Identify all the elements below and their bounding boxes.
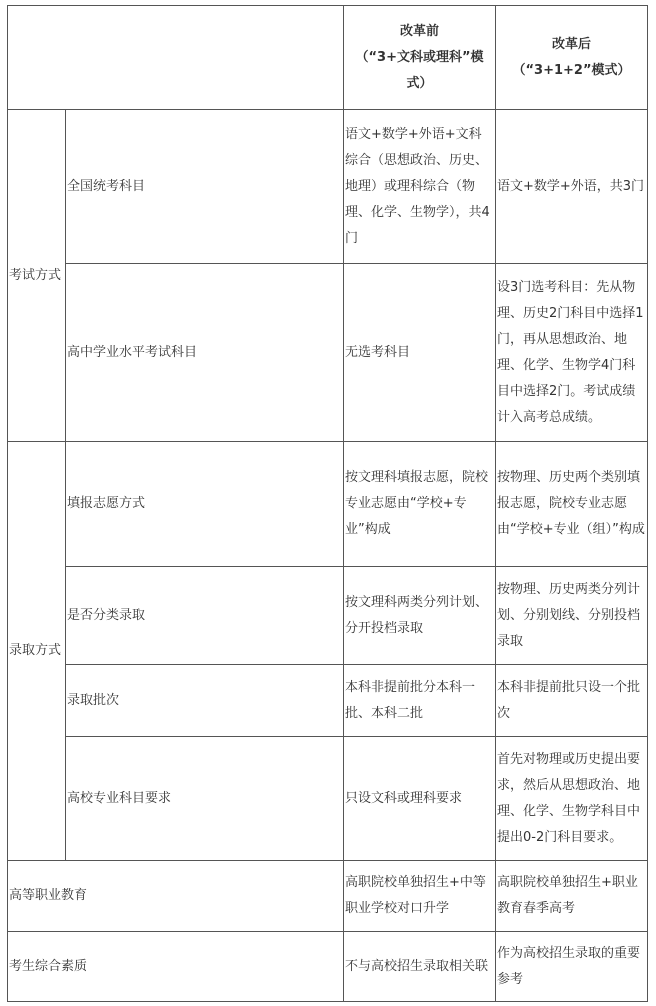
- table-row: [8, 932, 648, 1002]
- table-row: [8, 665, 648, 737]
- header-before-line: 式）: [406, 75, 433, 91]
- header-before: [344, 6, 496, 110]
- after-cell: 本科非提前批只设一个批次: [496, 665, 648, 737]
- after-cell: 首先对物理或历史提出要求，然后从思想政治、地理、化学、生物学科目中提出0-2门科目要求。: [496, 737, 648, 861]
- after-cell: 高职院校单独招生+职业教育春季高考: [496, 861, 648, 932]
- row-label: 录取批次: [66, 665, 344, 737]
- header-after-line: （“3+1+2”模式）: [512, 62, 631, 78]
- header-after: [496, 6, 648, 110]
- after-cell: 按物理、历史两个类别填报志愿，院校专业志愿由“学校+专业（组）”构成: [496, 442, 648, 567]
- before-cell: 不与高校招生录取相关联: [344, 932, 496, 1002]
- row-label: 全国统考科目: [66, 110, 344, 264]
- after-cell: 作为高校招生录取的重要参考: [496, 932, 648, 1002]
- row-label: 填报志愿方式: [66, 442, 344, 567]
- before-cell: 按文理科两类分列计划、分开投档录取: [344, 567, 496, 665]
- before-cell: 只设文科或理科要求: [344, 737, 496, 861]
- table-row: [8, 264, 648, 442]
- header-before-line: 改革前: [399, 23, 439, 39]
- after-cell: 设3门选考科目：先从物理、历史2门科目中选择1门，再从思想政治、地理、化学、生物学4门科目中选择2门。考试成绩计入高考总成绩。: [496, 264, 648, 442]
- before-cell: 语文+数学+外语+文科综合（思想政治、历史、地理）或理科综合（物理、化学、生物学），共4门: [344, 110, 496, 264]
- row-label: 高中学业水平考试科目: [66, 264, 344, 442]
- header-corner-cell: [8, 6, 344, 110]
- header-row: [8, 6, 648, 110]
- row-label: 考生综合素质: [8, 932, 344, 1002]
- table-row: [8, 567, 648, 665]
- after-cell: 语文+数学+外语，共3门: [496, 110, 648, 264]
- before-cell: 无选考科目: [344, 264, 496, 442]
- before-cell: 高职院校单独招生+中等职业学校对口升学: [344, 861, 496, 932]
- before-cell: 按文理科填报志愿，院校专业志愿由“学校+专业”构成: [344, 442, 496, 567]
- after-cell: 按物理、历史两类分列计划、分别划线、分别投档录取: [496, 567, 648, 665]
- row-label: 高校专业科目要求: [66, 737, 344, 861]
- row-label: 高等职业教育: [8, 861, 344, 932]
- row-label: 是否分类录取: [66, 567, 344, 665]
- table-row: [8, 861, 648, 932]
- header-after-line: 改革后: [551, 36, 591, 52]
- header-before-line: （“3+文科或理科”模: [355, 49, 484, 65]
- before-cell: 本科非提前批分本科一批、本科二批: [344, 665, 496, 737]
- table-row: [8, 110, 648, 264]
- table-row: [8, 737, 648, 861]
- comparison-table: [7, 5, 648, 1002]
- table-row: [8, 442, 648, 567]
- category-exam: 考试方式: [8, 110, 66, 442]
- category-admission: 录取方式: [8, 442, 66, 861]
